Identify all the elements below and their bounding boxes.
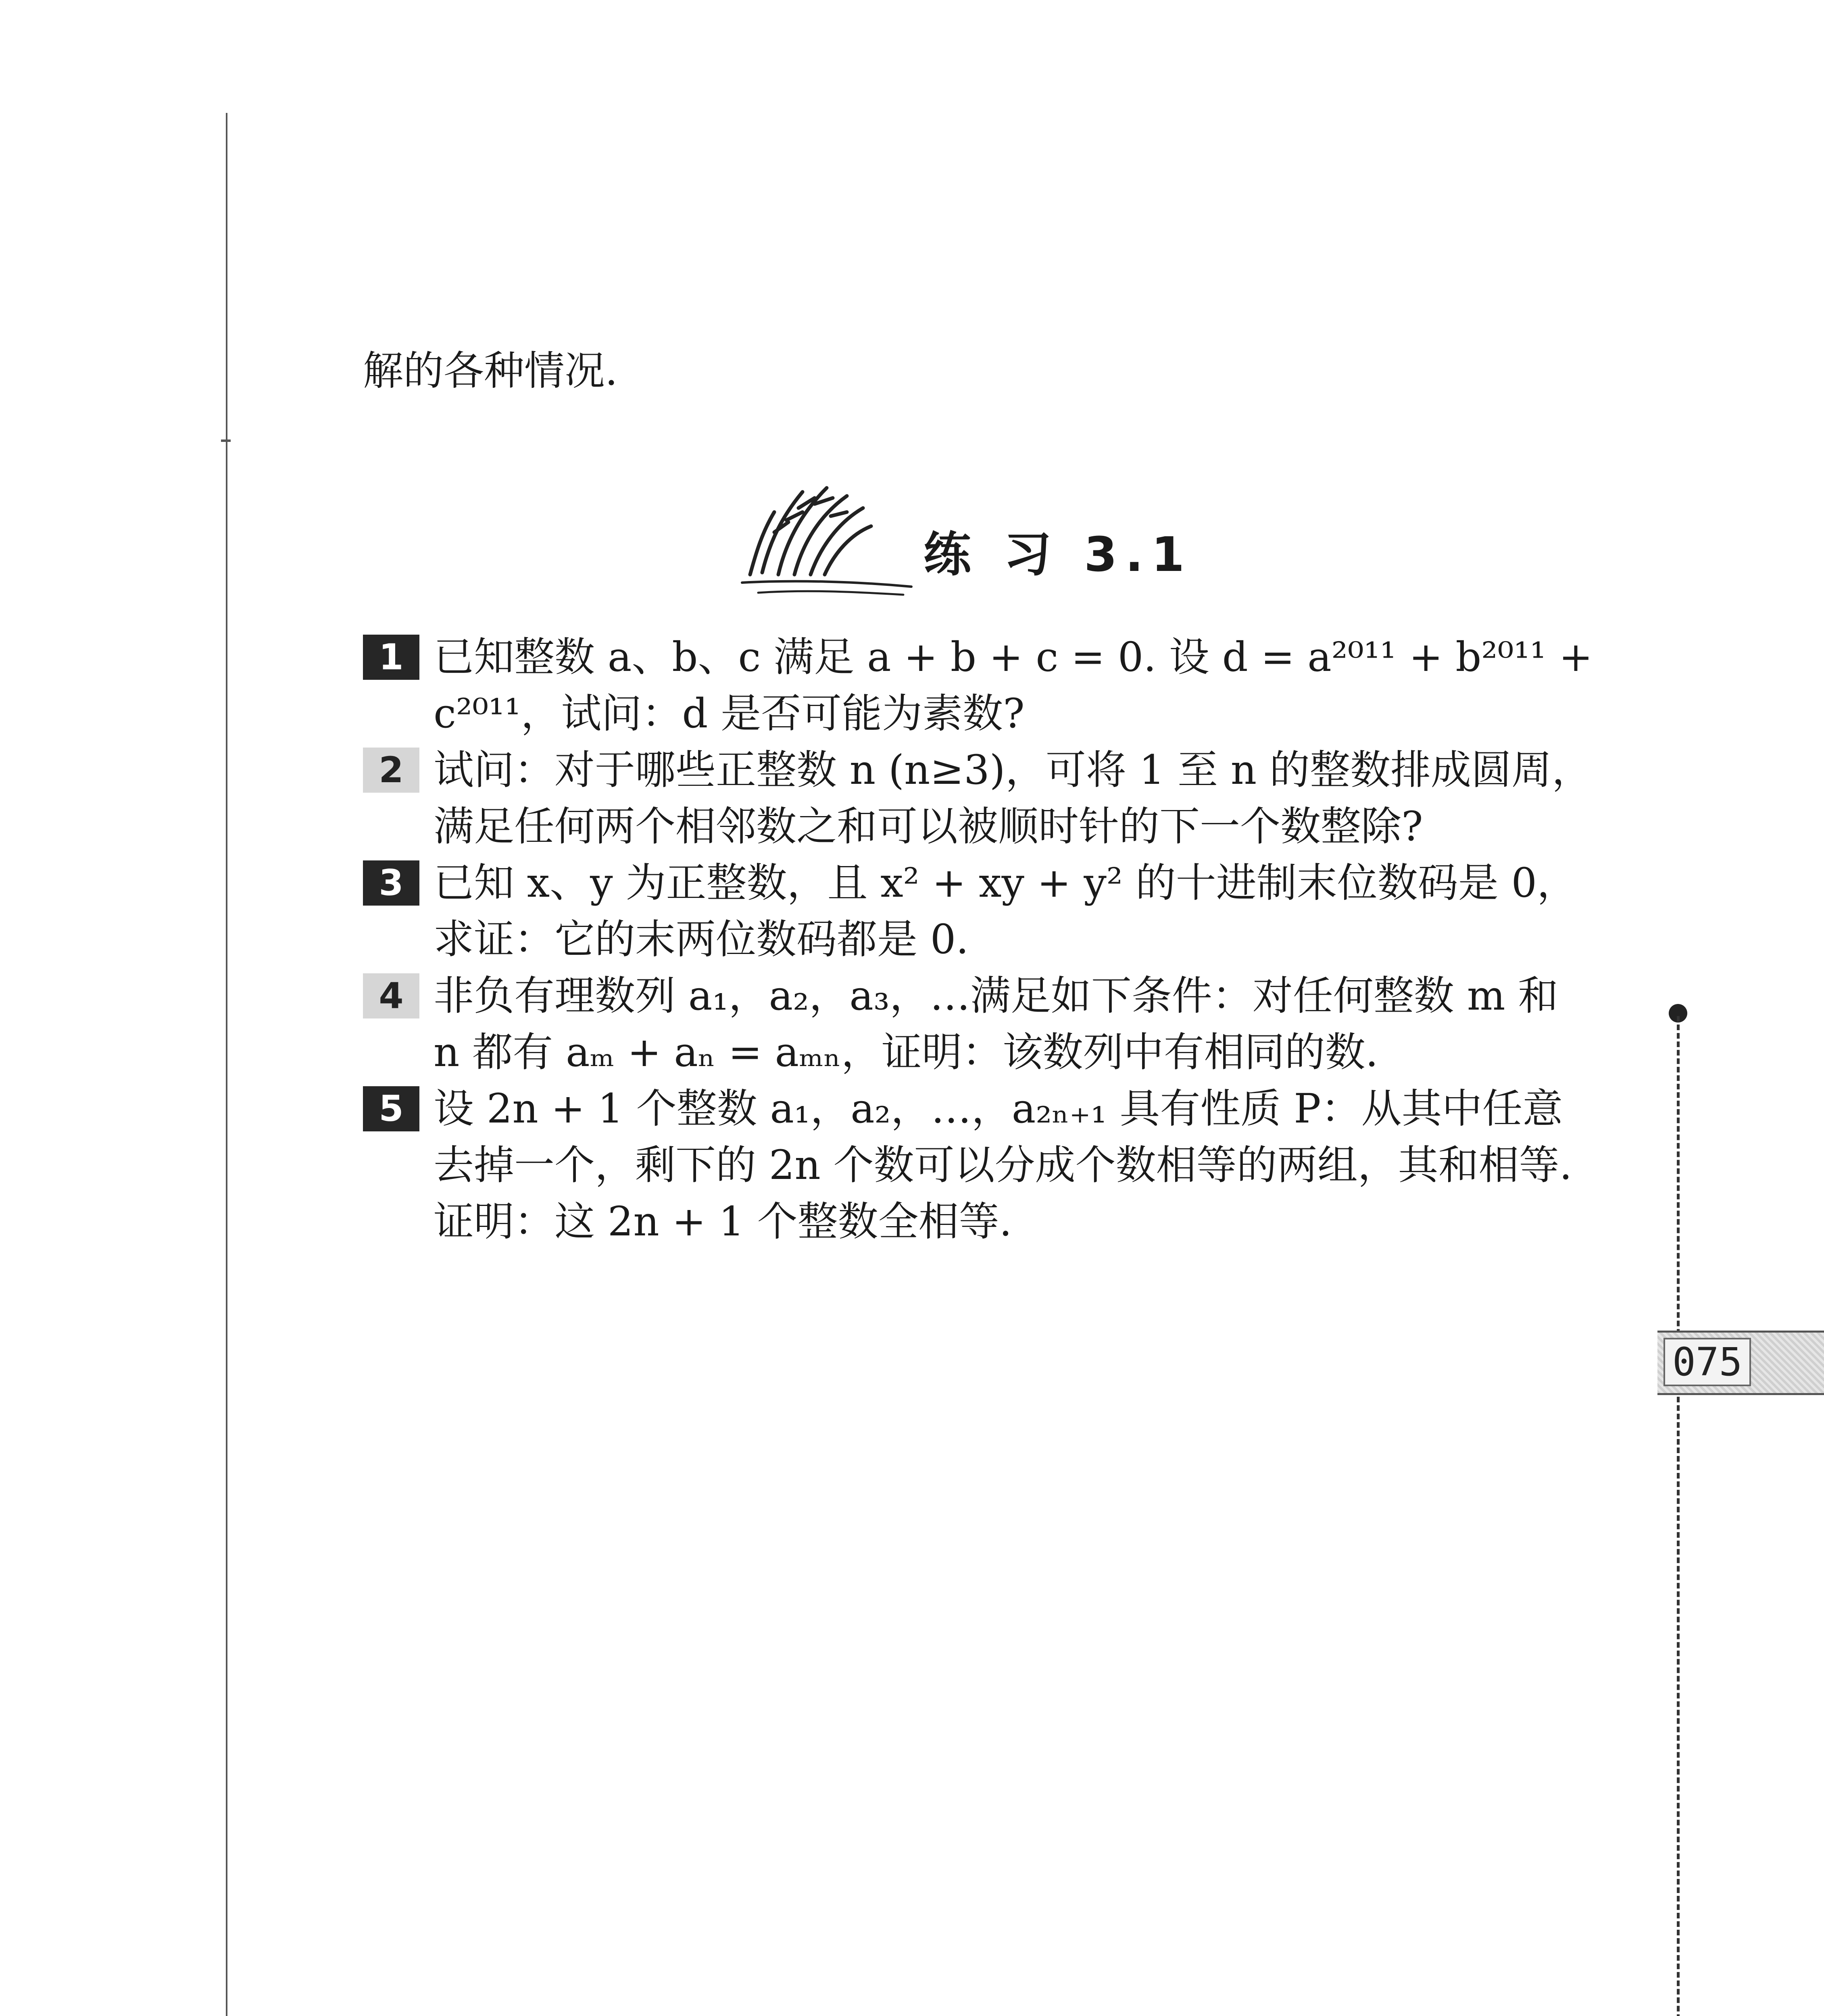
intro-text: 解的各种情况. bbox=[363, 347, 618, 394]
exercise-number-badge: 3 bbox=[363, 860, 419, 906]
exercise-text: 已知 x、y 为正整数，且 x² + xy + y² 的十进制末位数码是 0，求证：它的末两位数码都是 0. bbox=[434, 859, 1578, 963]
exercise-item bbox=[363, 855, 1593, 968]
exercise-text: 设 2n + 1 个整数 a₁，a₂，…，a₂ₙ₊₁ 具有性质 P：从其中任意去掉一个，剩下的 2n 个数可以分成个数相等的两组，其和相等. 证明：这 2n + 1 个整数全相等. bbox=[434, 1085, 1572, 1245]
exercise-item bbox=[363, 1081, 1593, 1250]
margin-dashed-line bbox=[1677, 1016, 1680, 2016]
exercise-text: 试问：对于哪些正整数 n (n≥3)，可将 1 至 n 的整数排成圆周，满足任何两个相邻数之和可以被顺时针的下一个数整除? bbox=[434, 746, 1592, 850]
exercise-number-badge: 4 bbox=[363, 973, 419, 1018]
exercise-item bbox=[363, 742, 1593, 855]
exercise-item bbox=[363, 629, 1593, 742]
exercise-number-badge: 1 bbox=[363, 635, 419, 680]
page-number: 075 bbox=[1663, 1338, 1751, 1386]
binding-line bbox=[226, 113, 227, 2016]
section-heading bbox=[734, 472, 1218, 605]
exercise-text: 非负有理数列 a₁，a₂，a₃，…满足如下条件：对任何整数 m 和 n 都有 aₘ + aₙ = aₘₙ，证明：该数列中有相同的数. bbox=[434, 972, 1559, 1076]
section-title: 练 习 3.1 bbox=[923, 527, 1193, 582]
exercise-item bbox=[363, 968, 1593, 1081]
exercise-number-badge: 2 bbox=[363, 748, 419, 793]
exercise-number-badge: 5 bbox=[363, 1086, 419, 1131]
exercise-text: 已知整数 a、b、c 满足 a + b + c = 0. 设 d = a²⁰¹¹ + b²⁰¹¹ + c²⁰¹¹，试问：d 是否可能为素数? bbox=[434, 633, 1593, 737]
binding-tick bbox=[221, 439, 231, 442]
reed-grass-icon bbox=[734, 472, 919, 605]
